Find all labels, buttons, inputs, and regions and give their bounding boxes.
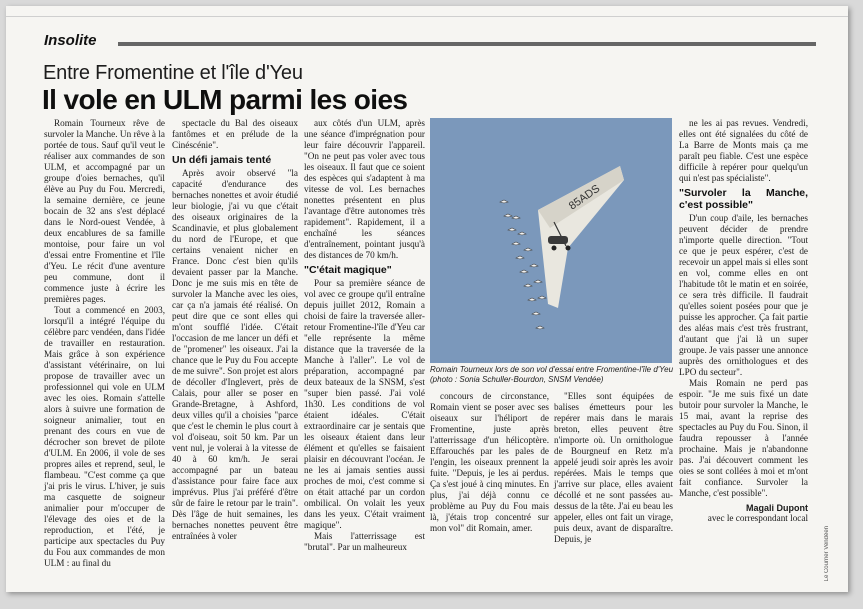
paragraph: aux côtés d'un ULM, après une séance d'imprégnation pour leur faire découvrir l'appareil. "On ne peut pas voler avec tous les oiseaux. Il faut que ce soient des espèces qui s'adaptent à ma vitesse de vol. Les bernaches nonettes présentent en plus l'avantage d'être autonomes très rapidement". Rapidement, il a enchaîné les séances d'entraînement, pointant jusqu'à des distances de 70 km/h.	[304, 118, 425, 260]
paragraph: spectacle du Bal des oiseaux fantômes et en prélude de la Cinéscénie".	[172, 118, 298, 150]
rubric-rule	[118, 42, 816, 46]
plane-marking: 85ADS	[566, 182, 603, 213]
newspaper-page	[6, 6, 848, 592]
article-column-1	[44, 118, 165, 569]
newspaper-credit: Le Courrier Vendéen	[824, 526, 830, 582]
article-column-5	[554, 391, 673, 545]
photo-caption: Romain Tourneux lors de son vol d'essai entre Fromentine-l'île d'Yeu (photo : Sonia Schuller-Bourdon, SNSM Vendée)	[430, 365, 674, 384]
article-column-2	[172, 118, 298, 542]
paragraph: Mais Romain ne perd pas espoir. "Je me suis fixé un date butoir pour survoler la Manche, le 15 mai, avant la reprise des spectacles au Puy du Fou. Sinon, il faudra repousser à l'année prochaine. Mais je n'abandonne pas. J'ai découvert comment les oies se sont collées à moi et m'ont fait confiance. Survoler la Manche, c'est possible".	[679, 378, 808, 498]
author-signature: Magali Dupont	[746, 503, 808, 513]
ulm-trike	[548, 236, 568, 244]
paragraph: Après avoir observé "la capacité d'endurance des bernaches nonettes et avoir étudié leur biologie, j'ai vu que c'était des oiseaux originaires de la Scandinavie, et plus globalement du nord de l'Europe, et que certains venaient nicher en France. Donc c'est bien qu'ils devaient passer par la Manche. Donc je me suis mis en tête de survoler la Manche avec les oies, car ça n'a jamais été réalisé. On peut dire que ce sont elles qui m'ont soufflé l'idée. C'était l'occasion de me lancer un défi et de "promener" les oiseaux. J'ai la chance que le Puy du Fou accepte de me suivre". Son projet est alors de décoller d'Inglevert, près de Calais, pour aller se poser en Grande-Bretagne, à Ashford, deux villes qu'il a choisies "parce que c'est le chemin le plus court à vol d'oiseau, soit 50 km. Par un vent nul, je volerai à la vitesse de 40 à 60 km/h. Je serai accompagné par un bateau d'assistance pour faire face aux imprévus. Plus j'ai préféré d'être sûr de faire le retour par le train". Dès l'âge de huit semaines, les bernaches nonettes peuvent être entraînées à voler	[172, 168, 298, 541]
ulm-wheel	[566, 246, 571, 251]
section-heading: Un défi jamais tenté	[172, 154, 272, 166]
paragraph: Pour sa première séance de vol avec ce groupe qu'il entraîne depuis juillet 2012, Romain a choisi de faire la traversée aller-retour Fromentine-l'île d'Yeu car "elle représente la même distance que la traversée de la Manche à l'aller". Le vol de préparation, accompagné par deux bateaux de la SNSM, s'est "super bien passé. J'ai volé 1h30. Les conditions de vol étaient idéales. C'était extraordinaire car je sentais que les oiseaux étaient dans leur élément et qu'elles se faisaient plaisir en découvrant l'océan. Je ne les ai jamais senties aussi proches de moi, c'est comme si on était attaché par un cordon ombilical. On volait les yeux dans les yeux. C'était vraiment magique".	[304, 278, 425, 530]
paragraph: "Elles sont équipées de balises émetteurs pour les repérer mais dans le marais breton, elles peuvent être n'importe où. Un ornithologue de Bourgneuf en Retz m'a appelé jeudi soir après les avoir repérées. Mais le temps que j'arrive sur place, elles avaient décollé et ne sont passées au-dessus de la tête. J'ai eu beau les appeler, elles ont fait un virage, puis deux, avant de disparaître. Depuis, je	[554, 391, 674, 544]
article-subtitle: Entre Fromentine et l'île d'Yeu	[43, 62, 303, 84]
section-rubric: Insolite	[44, 32, 97, 49]
paragraph: D'un coup d'aile, les bernaches peuvent décider de prendre n'importe quelle direction. "Tout ce que je peux espérer, c'est de recevoir un appel mais si elles sont en vol, comme elles en ont l'habitude tôt le matin et en soirée, ce sera très difficile. Il faudrait qu'elles soient posées pour que je puisse les approcher. Ça fait partie des aléas mais c'est très frustrant, d'autant que j'ai là un super groupe. Je vais passer une annonce auprès des ornithologues et des LPO du secteur".	[679, 213, 808, 377]
article-column-6	[679, 118, 808, 524]
section-heading: "C'était magique"	[304, 264, 392, 276]
ulm-wheel	[552, 246, 557, 251]
article-headline: Il vole en ULM parmi les oies	[42, 84, 408, 115]
paragraph: ne les ai pas revues. Vendredi, elles ont été signalées du côté de La Barre de Monts mais ça me paraît peu fiable. C'est une espèce difficile à repérer pour quelqu'un qui n'est pas spécialiste".	[679, 118, 808, 183]
ulm-photo	[430, 118, 672, 363]
section-heading: "Survoler la Manche, c'est possible"	[679, 187, 808, 211]
article-column-3	[304, 118, 425, 553]
paragraph: concours de circonstance, Romain vient se poser avec ses oiseaux sur l'héliport de Fromentine, juste après l'atterrissage d'un hélicoptère. Effarouchés par les pales de l'engin, les oiseaux prennent la fuite. "Depuis, je les ai perdus. Ça s'est joué à cinq minutes. En plus, j'ai déjà connu ce problème au Puy du Fou mais là, j'étais trop concentré sur mon vol" dit Romain, amer.	[430, 391, 549, 533]
paragraph: Romain Tourneux rêve de survoler la Manche. Un rêve à la portée de tous. Sauf qu'il veut le réaliser aux commandes de son ULM, et accompagné par un groupe d'oies bernaches, qu'il élève au Puy du Fou. Mercredi, la semaine dernière, ce jeune bocain de 32 ans s'est déplacé dans le Nord-ouest Vendée, à deux encablures de sa famille montoise, pour faire un vol d'essai entre Fromentine et l'île d'Yeu. Le récit d'une aventure peu commune, dont il commence juste à écrire les premières pages.	[44, 118, 165, 304]
ulm-with-geese-illustration	[430, 118, 672, 363]
article-column-4	[430, 391, 549, 534]
author-signature-note: avec le correspondant local	[707, 513, 808, 523]
paragraph: Tout a commencé en 2003, lorsqu'il a intégré l'équipe du célèbre parc vendéen, dans l'idée de travailler en restauration. Mais grâce à son expérience d'assistant vétérinaire, on lui propose de travailler avec un professionnel qui vole en ULM avec les oies. Romain s'attelle alors à suivre une formation de soigneur animalier, tout en prenant des cours en vue de décrocher son brevet de pilote d'ULM. En 2006, il vole de ses propres ailes et reprend, seul, le flambeau. "C'est comme ça que j'ai pris le virus. L'hiver, je suis ma casquette de soigneur animalier pour m'occuper de l'élevage des oies et de la reproduction, et l'été, je participe aux spectacles du Puy du Fou aux commandes de mon ULM : au final du	[44, 305, 165, 568]
paragraph: Mais l'atterrissage est "brutal". Par un malheureux	[304, 531, 425, 552]
